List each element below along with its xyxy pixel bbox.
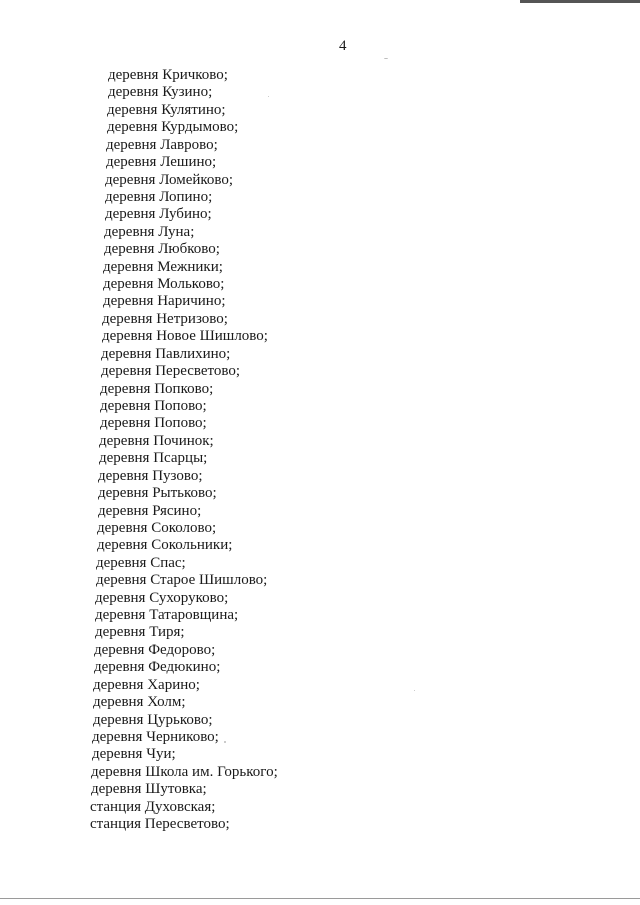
list-item: деревня Рытьково; bbox=[98, 485, 217, 501]
scan-edge-top bbox=[520, 0, 640, 3]
list-item: деревня Соколово; bbox=[97, 520, 217, 536]
list-item: деревня Лаврово; bbox=[106, 137, 218, 153]
list-item: деревня Луна; bbox=[104, 224, 195, 240]
list-item: деревня Старое Шишлово; bbox=[96, 572, 268, 588]
list-item: деревня Кричково; bbox=[108, 67, 228, 83]
list-item: деревня Кузино; bbox=[108, 84, 213, 100]
list-item: деревня Спас; bbox=[96, 555, 186, 571]
list-item: деревня Харино; bbox=[93, 677, 200, 693]
list-item: деревня Нетризово; bbox=[102, 311, 228, 327]
list-item: деревня Цурьково; bbox=[93, 712, 213, 728]
list-item: станция Духовская; bbox=[90, 799, 216, 815]
list-item: деревня Федорово; bbox=[94, 642, 216, 658]
list-item: деревня Павлихино; bbox=[101, 346, 231, 362]
list-item: деревня Попово; bbox=[100, 415, 207, 431]
list-item: деревня Курдымово; bbox=[107, 119, 239, 135]
list-item: деревня Наричино; bbox=[103, 293, 226, 309]
list-item: деревня Мольково; bbox=[103, 276, 225, 292]
list-item: деревня Починок; bbox=[99, 433, 214, 449]
list-item: деревня Холм; bbox=[93, 694, 186, 710]
list-item: деревня Ломейково; bbox=[105, 172, 234, 188]
list-item: деревня Лешино; bbox=[106, 154, 217, 170]
list-item: деревня Рясино; bbox=[98, 503, 202, 519]
scan-speck bbox=[268, 96, 269, 97]
scan-edge-bottom bbox=[0, 898, 640, 899]
list-item: деревня Лубино; bbox=[105, 206, 212, 222]
scan-speck bbox=[224, 741, 226, 743]
list-item: деревня Любково; bbox=[104, 241, 220, 257]
list-item: деревня Пузово; bbox=[98, 468, 203, 484]
list-item: станция Пересветово; bbox=[90, 816, 230, 832]
list-item: деревня Шутовка; bbox=[91, 781, 207, 797]
list-item: деревня Сухоруково; bbox=[95, 590, 229, 606]
list-item: деревня Кулятино; bbox=[107, 102, 226, 118]
list-item: деревня Новое Шишлово; bbox=[102, 328, 268, 344]
list-item: деревня Попково; bbox=[100, 381, 214, 397]
list-item: деревня Пересветово; bbox=[101, 363, 241, 379]
page-number: 4 bbox=[339, 38, 347, 54]
list-item: деревня Сокольники; bbox=[97, 537, 233, 553]
list-item: деревня Федюкино; bbox=[94, 659, 221, 675]
scan-speck bbox=[384, 58, 388, 59]
scan-speck bbox=[414, 690, 415, 691]
list-item: деревня Лопино; bbox=[105, 189, 213, 205]
list-item: деревня Татаровщина; bbox=[95, 607, 239, 623]
list-item: деревня Черниково; bbox=[92, 729, 219, 745]
list-item: деревня Чуи; bbox=[92, 746, 176, 762]
list-item: деревня Попово; bbox=[100, 398, 207, 414]
list-item: деревня Тиря; bbox=[95, 624, 185, 640]
list-item: деревня Школа им. Горького; bbox=[91, 764, 278, 780]
list-item: деревня Межники; bbox=[103, 259, 223, 275]
list-item: деревня Псарцы; bbox=[99, 450, 208, 466]
